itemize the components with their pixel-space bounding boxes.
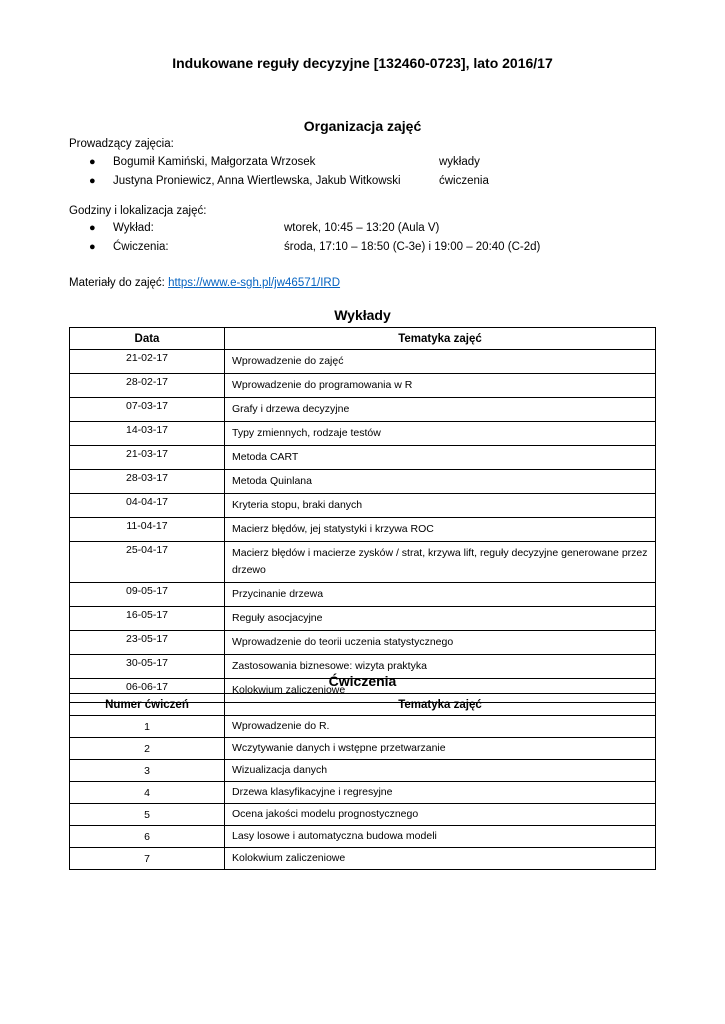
lecture-date: 28-02-17 [70, 374, 225, 398]
table-row [70, 374, 656, 398]
table-row [70, 607, 656, 631]
lecture-date: 21-02-17 [70, 350, 225, 374]
teacher-role: ćwiczenia [439, 175, 489, 187]
bullet-icon: ● [89, 156, 96, 168]
table-row [70, 804, 656, 826]
exercise-topic: Wprowadzenie do R. [225, 716, 656, 738]
hours-when: środa, 17:10 – 18:50 (C-3e) i 19:00 – 20:40 (C-2d) [284, 241, 541, 253]
hours-type: Ćwiczenia: [113, 241, 169, 253]
section-heading-lectures: Wykłady [334, 307, 391, 323]
exercise-number: 2 [70, 738, 225, 760]
materials-line [69, 277, 340, 289]
table-row [70, 760, 656, 782]
lecture-topic: Kolokwium zaliczeniowe [225, 679, 656, 703]
column-header-date: Data [70, 328, 225, 350]
teacher-names: Bogumił Kamiński, Małgorzata Wrzosek [113, 156, 316, 168]
table-row [70, 422, 656, 446]
exercise-topic: Wczytywanie danych i wstępne przetwarzanie [225, 738, 656, 760]
lecture-date: 16-05-17 [70, 607, 225, 631]
column-header-topic: Tematyka zajęć [225, 694, 656, 716]
hours-label: Godziny i lokalizacja zajęć: [69, 205, 207, 217]
column-header-number: Numer ćwiczeń [70, 694, 225, 716]
teachers-label: Prowadzący zajęcia: [69, 138, 174, 150]
table-row [70, 631, 656, 655]
lecture-date: 07-03-17 [70, 398, 225, 422]
table-row [70, 826, 656, 848]
teacher-row [69, 175, 669, 191]
lecture-date: 30-05-17 [70, 655, 225, 679]
lecture-topic: Wprowadzenie do programowania w R [225, 374, 656, 398]
lecture-date: 25-04-17 [70, 542, 225, 583]
exercise-topic: Lasy losowe i automatyczna budowa modeli [225, 826, 656, 848]
exercise-number: 5 [70, 804, 225, 826]
table-row [70, 494, 656, 518]
lecture-topic: Reguły asocjacyjne [225, 607, 656, 631]
lecture-topic: Metoda CART [225, 446, 656, 470]
table-header-row [70, 694, 656, 716]
hours-type: Wykład: [113, 222, 154, 234]
column-header-topic: Tematyka zajęć [225, 328, 656, 350]
lecture-date: 23-05-17 [70, 631, 225, 655]
lecture-topic: Metoda Quinlana [225, 470, 656, 494]
exercise-number: 3 [70, 760, 225, 782]
lectures-table [69, 327, 656, 703]
lecture-topic: Przycinanie drzewa [225, 583, 656, 607]
hours-when: wtorek, 10:45 – 13:20 (Aula V) [284, 222, 440, 234]
section-heading-organization: Organizacja zajęć [303, 118, 422, 134]
section-heading-exercises: Ćwiczenia [328, 673, 397, 689]
lecture-date: 21-03-17 [70, 446, 225, 470]
exercise-topic: Ocena jakości modelu prognostycznego [225, 804, 656, 826]
lecture-topic: Typy zmiennych, rodzaje testów [225, 422, 656, 446]
hours-row [69, 241, 669, 257]
lecture-topic: Grafy i drzewa decyzyjne [225, 398, 656, 422]
exercises-table [69, 693, 656, 870]
exercise-topic: Drzewa klasyfikacyjne i regresyjne [225, 782, 656, 804]
teacher-names: Justyna Proniewicz, Anna Wiertlewska, Jakub Witkowski [113, 175, 401, 187]
lecture-topic: Macierz błędów, jej statystyki i krzywa ROC [225, 518, 656, 542]
exercise-topic: Kolokwium zaliczeniowe [225, 848, 656, 870]
table-row [70, 716, 656, 738]
table-row [70, 518, 656, 542]
lecture-date: 06-06-17 [70, 679, 225, 703]
table-row [70, 782, 656, 804]
lecture-date: 04-04-17 [70, 494, 225, 518]
exercise-number: 6 [70, 826, 225, 848]
table-row [70, 350, 656, 374]
hours-row [69, 222, 669, 238]
lecture-date: 11-04-17 [70, 518, 225, 542]
teacher-row [69, 156, 669, 172]
materials-label: Materiały do zajęć: [69, 277, 169, 289]
exercise-number: 1 [70, 716, 225, 738]
exercise-number: 7 [70, 848, 225, 870]
lecture-topic: Zastosowania biznesowe: wizyta praktyka [225, 655, 656, 679]
table-row [70, 583, 656, 607]
table-row [70, 398, 656, 422]
table-row [70, 542, 656, 583]
lecture-topic: Wprowadzenie do teorii uczenia statystycznego [225, 631, 656, 655]
table-row [70, 848, 656, 870]
exercise-number: 4 [70, 782, 225, 804]
teacher-role: wykłady [439, 156, 480, 168]
lecture-topic: Macierz błędów i macierze zysków / strat, krzywa lift, reguły decyzyjne generowane przez drzewo [225, 542, 656, 583]
lecture-date: 28-03-17 [70, 470, 225, 494]
lecture-topic: Kryteria stopu, braki danych [225, 494, 656, 518]
bullet-icon: ● [89, 175, 96, 187]
table-row [70, 738, 656, 760]
lecture-topic: Wprowadzenie do zajęć [225, 350, 656, 374]
lecture-date: 09-05-17 [70, 583, 225, 607]
bullet-icon: ● [89, 241, 96, 253]
table-row [70, 446, 656, 470]
exercise-topic: Wizualizacja danych [225, 760, 656, 782]
bullet-icon: ● [89, 222, 96, 234]
lecture-date: 14-03-17 [70, 422, 225, 446]
materials-link[interactable]: https://www.e-sgh.pl/jw46571/IRD [168, 277, 341, 289]
page-title: Indukowane reguły decyzyjne [132460-0723], lato 2016/17 [172, 55, 553, 71]
table-row [70, 470, 656, 494]
table-header-row [70, 328, 656, 350]
